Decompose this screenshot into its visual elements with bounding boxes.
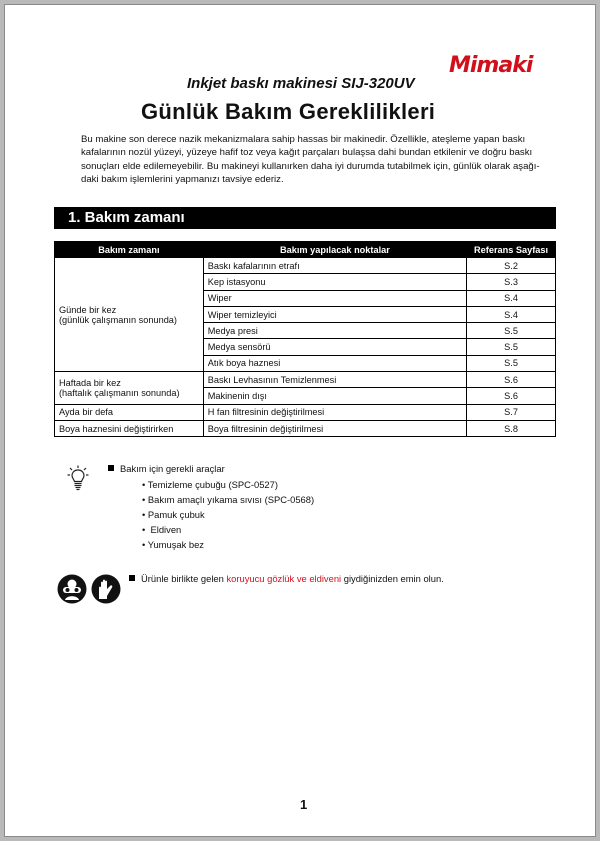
list-item: • Temizleme çubuğu (SPC-0527) xyxy=(142,479,278,490)
document-subtitle: Inkjet baskı makinesi SIJ-320UV xyxy=(187,75,415,92)
reference-page: S.5 xyxy=(467,339,556,355)
table-header-row xyxy=(55,242,556,258)
document-title: Günlük Bakım Gereklilikleri xyxy=(141,99,436,124)
reference-page: S.7 xyxy=(467,404,556,420)
page-number: 1 xyxy=(300,797,308,812)
reference-page: S.6 xyxy=(467,388,556,404)
reference-page: S.5 xyxy=(467,355,556,371)
column-header-time: Bakım zamanı xyxy=(55,242,204,258)
goggles-icon xyxy=(58,575,87,604)
maintenance-time-cell: Boya haznesini değiştirirken xyxy=(55,420,204,436)
gloves-icon xyxy=(92,575,121,604)
reference-page: S.5 xyxy=(467,323,556,339)
required-tools xyxy=(108,463,314,552)
reference-page: S.8 xyxy=(467,420,556,436)
safety-highlight: koruyucu gözlük ve eldiveni xyxy=(226,573,342,584)
safety-notice: Ürünle birlikte gelen koruyucu gözlük ve eldiveni giydiğinizden emin olun. xyxy=(129,573,444,584)
maintenance-point: Atık boya haznesi xyxy=(203,355,466,371)
intro-line: Bu makine son derece nazik mekanizmalara sahip hassas bir makinedir. Özellikle, ateşleme yapan baskı xyxy=(81,134,526,145)
mimaki-logo: Mimaki xyxy=(449,53,533,78)
reference-page: S.6 xyxy=(467,372,556,388)
tools-list xyxy=(142,477,314,552)
list-item: • Bakım amaçlı yıkama sıvısı (SPC-0568) xyxy=(142,494,315,505)
maintenance-point: Wiper temizleyici xyxy=(203,306,466,322)
intro-line: kafalarının nozül yüzeyi, yüzeye hafif toz veya kağıt parçaları bulaşsa dahi bundan etkilenir ve doğru baskı xyxy=(81,147,533,159)
intro-paragraph xyxy=(81,133,561,186)
intro-line: sonuçları elde edilemeyebilir. Bu makineyi kullanırken daha iyi durumda tutabilmek için, günlük olarak aşağı- xyxy=(81,160,540,172)
maintenance-time-cell: Haftada bir kez (haftalık çalışmanın sonunda) xyxy=(55,372,204,405)
table-row xyxy=(55,420,556,436)
maintenance-time-cell: Ayda bir defa xyxy=(55,404,204,420)
reference-page: S.4 xyxy=(467,306,556,322)
reference-page: S.3 xyxy=(467,274,556,290)
document-page xyxy=(4,4,596,837)
list-item: • Pamuk çubuk xyxy=(142,509,205,520)
lightbulb-icon xyxy=(67,465,89,496)
maintenance-point: Medya presi xyxy=(203,323,466,339)
maintenance-point: Baskı kafalarının etrafı xyxy=(203,258,466,274)
table-row xyxy=(55,372,556,388)
table-row xyxy=(55,258,556,274)
tools-heading: Bakım için gerekli araçlar xyxy=(108,463,314,474)
column-header-points: Bakım yapılacak noktalar xyxy=(203,242,466,258)
maintenance-point: Kep istasyonu xyxy=(203,274,466,290)
maintenance-point: Medya sensörü xyxy=(203,339,466,355)
maintenance-point: H fan filtresinin değiştirilmesi xyxy=(203,404,466,420)
maintenance-point: Boya filtresinin değiştirilmesi xyxy=(203,420,466,436)
maintenance-point: Makinenin dışı xyxy=(203,388,466,404)
maintenance-point: Baskı Levhasının Temizlenmesi xyxy=(203,372,466,388)
safety-icons xyxy=(57,573,123,610)
list-item: • Eldiven xyxy=(142,524,182,535)
square-bullet-icon xyxy=(108,465,114,471)
intro-line: daki bakım işlemlerini yapmanızı tavsiye ederiz. xyxy=(81,173,284,185)
table-row xyxy=(55,404,556,420)
column-header-reference: Referans Sayfası xyxy=(467,242,556,258)
maintenance-table xyxy=(54,241,556,437)
maintenance-time-cell: Günde bir kez (günlük çalışmanın sonunda) xyxy=(55,258,204,372)
maintenance-point: Wiper xyxy=(203,290,466,306)
section-heading: 1. Bakım zamanı xyxy=(54,207,556,229)
list-item: • Yumuşak bez xyxy=(142,539,204,550)
square-bullet-icon xyxy=(129,575,135,581)
reference-page: S.4 xyxy=(467,290,556,306)
reference-page: S.2 xyxy=(467,258,556,274)
